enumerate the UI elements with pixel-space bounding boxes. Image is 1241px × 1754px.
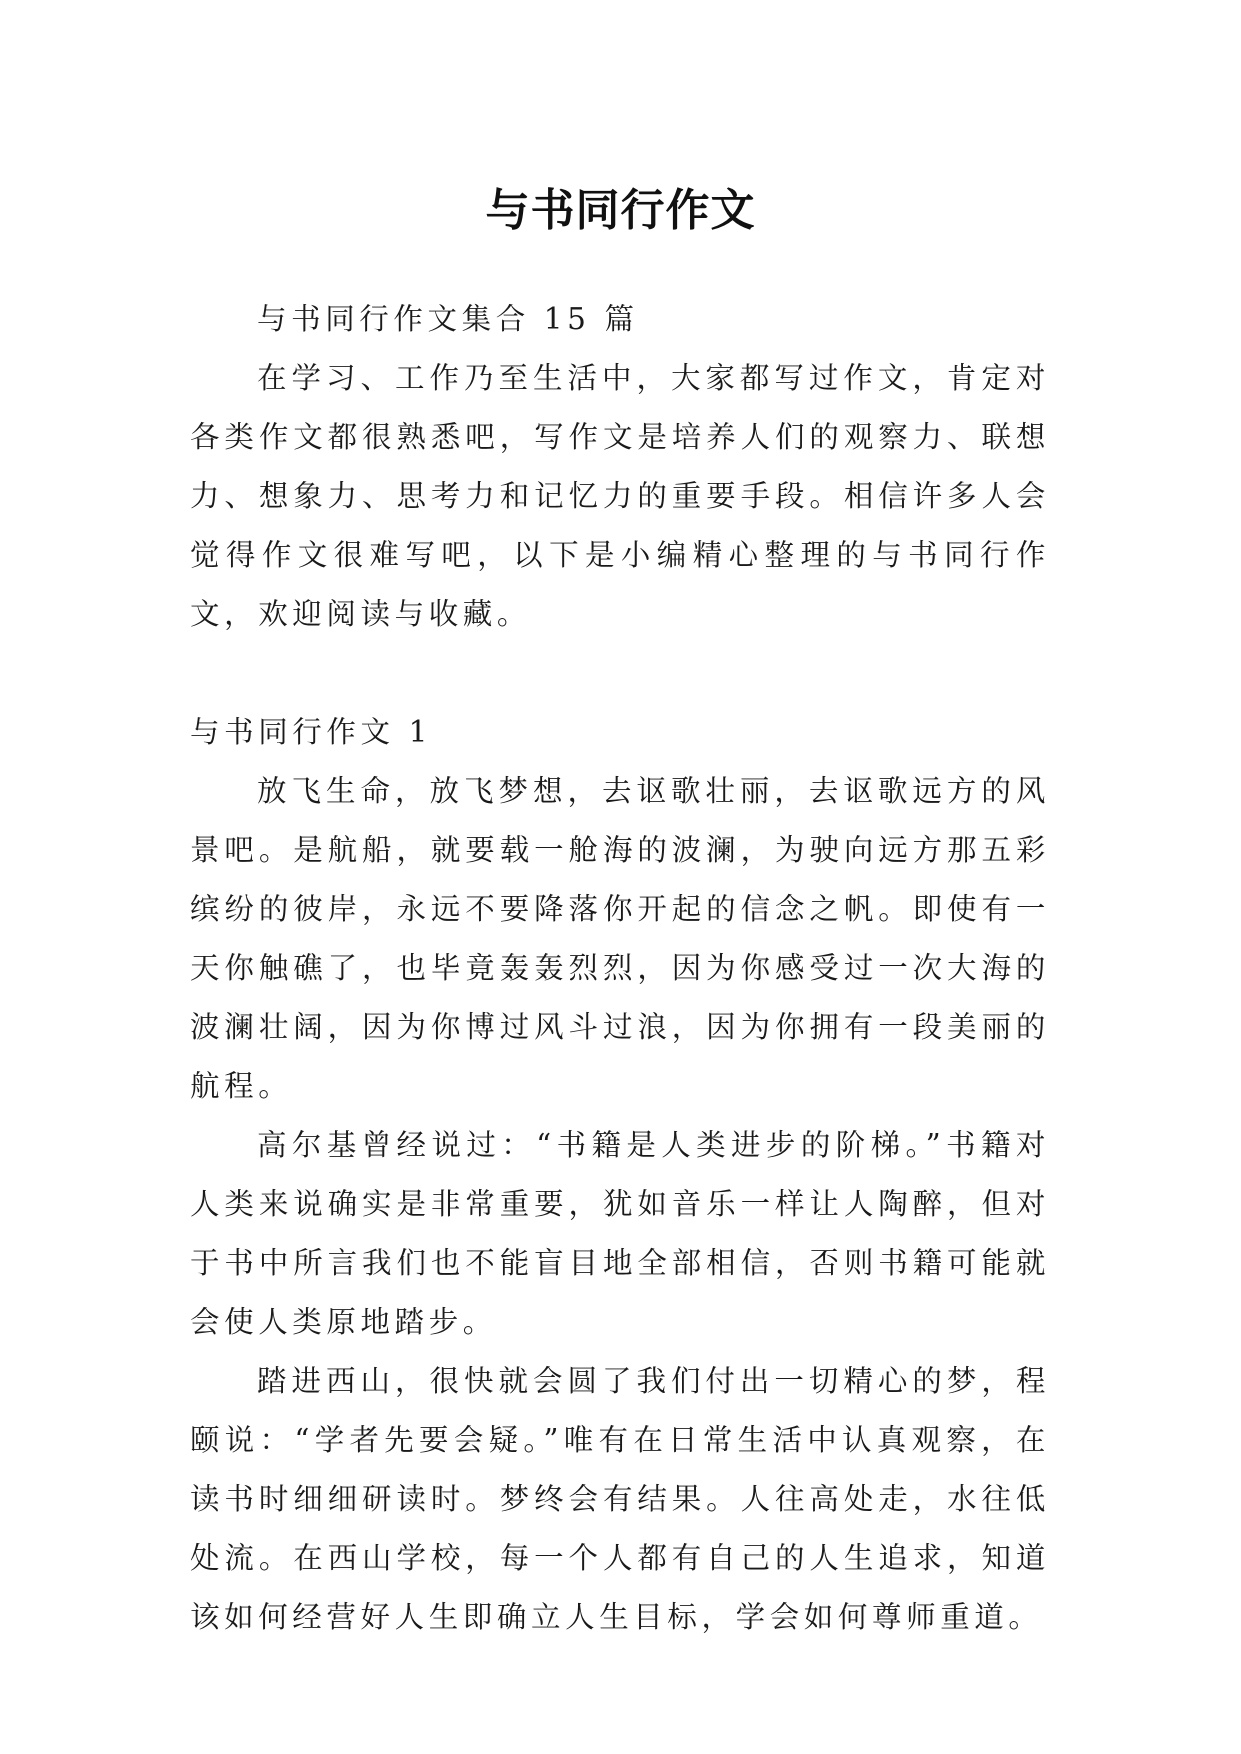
section-paragraph: 放飞生命，放飞梦想，去讴歌壮丽，去讴歌远方的风景吧。是航船，就要载一舱海的波澜，为驶向远方那五彩缤纷的彼岸，永远不要降落你开起的信念之帆。即使有一天你触礁了，也毕竟轰轰烈烈，因为你感受过一次大海的波澜壮阔，因为你博过风斗过浪，因为你拥有一段美丽的航程。 xyxy=(190,774,1050,1103)
section-paragraph: 踏进西山，很快就会圆了我们付出一切精心的梦，程颐说：“学者先要会疑。”唯有在日常生活中认真观察，在读书时细细研读时。梦终会有结果。人往高处走，水往低处流。在西山学校，每一个人都有自己的人生追求，知道该如何经营好人生即确立人生目标，学会如何尊师重道。 xyxy=(190,1364,1050,1634)
document-body xyxy=(190,290,1050,1647)
section-heading: 与书同行作文 1 xyxy=(190,715,432,749)
section-paragraph: 高尔基曾经说过：“书籍是人类进步的阶梯。”书籍对人类来说确实是非常重要，犹如音乐一样让人陶醉，但对于书中所言我们也不能盲目地全部相信，否则书籍可能就会使人类原地踏步。 xyxy=(190,1128,1050,1339)
document-title: 与书同行作文 xyxy=(485,185,756,237)
intro-subtitle: 与书同行作文集合 15 篇 xyxy=(257,302,639,336)
intro-paragraph: 在学习、工作乃至生活中，大家都写过作文，肯定对各类作文都很熟悉吧，写作文是培养人们的观察力、联想力、想象力、思考力和记忆力的重要手段。相信许多人会觉得作文很难写吧，以下是小编精心整理的与书同行作文，欢迎阅读与收藏。 xyxy=(190,361,1050,631)
